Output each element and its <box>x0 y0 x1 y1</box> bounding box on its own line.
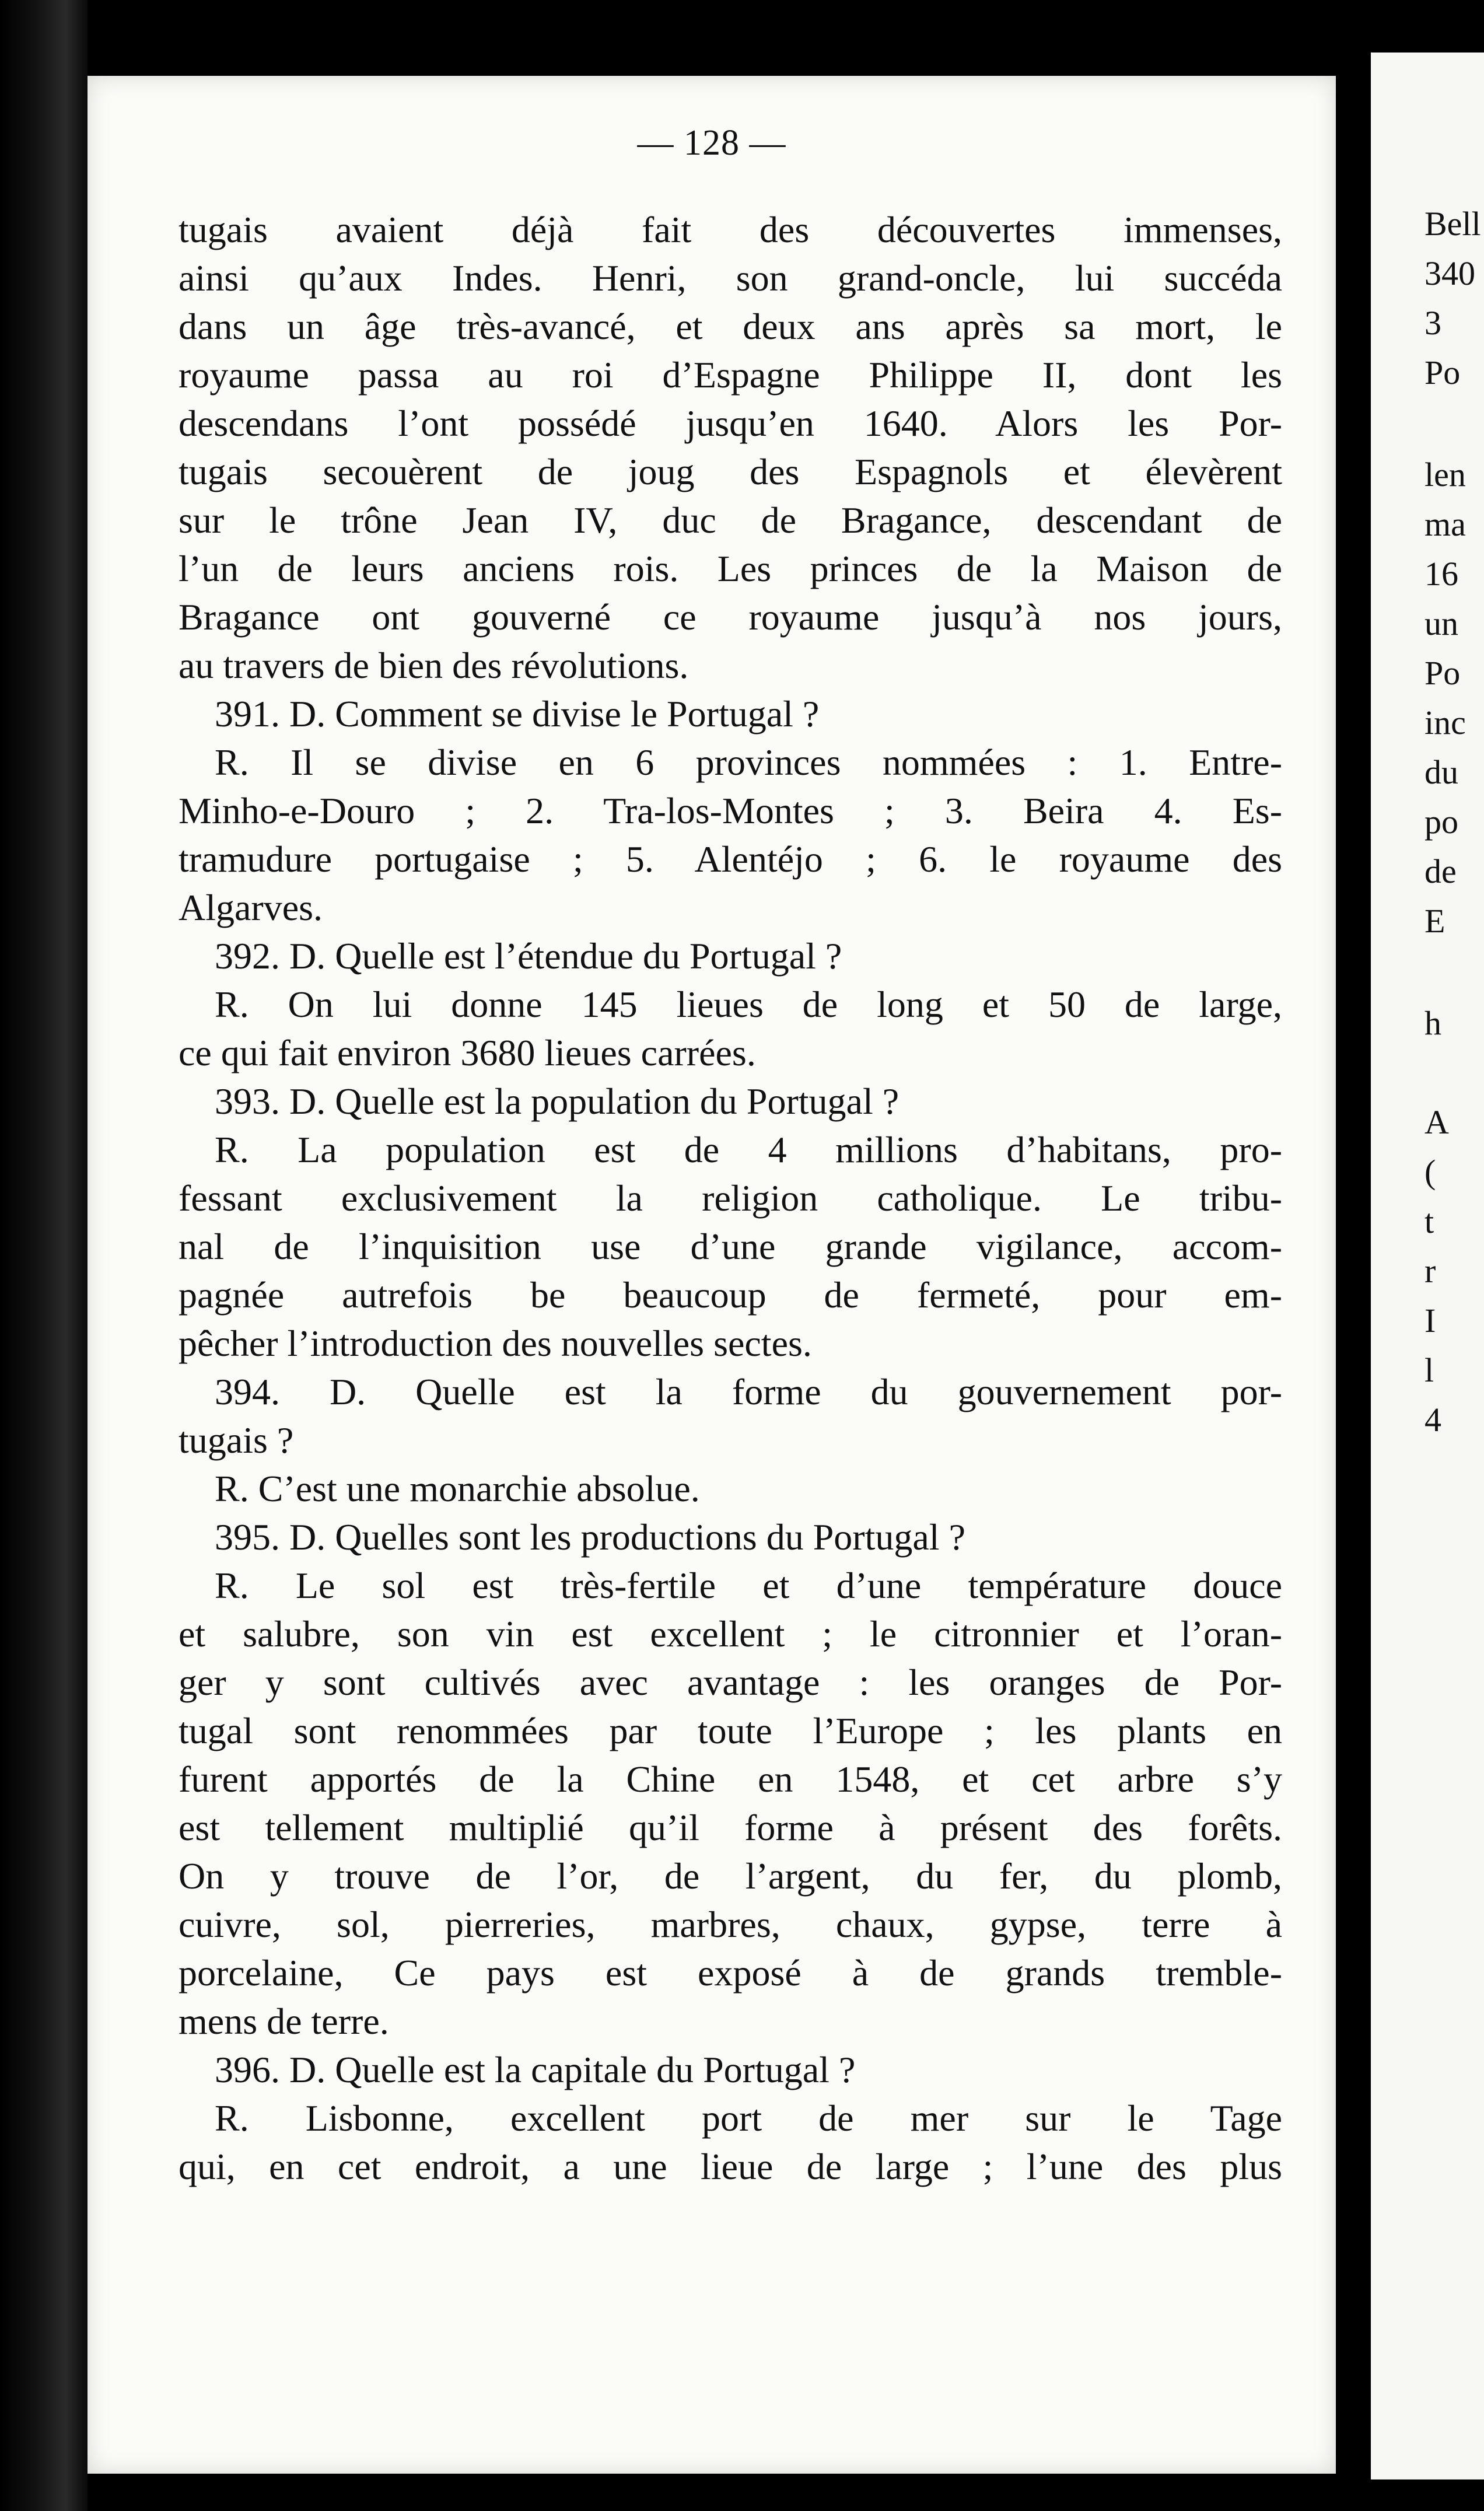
adjacent-page-fragment: t <box>1424 1202 1434 1240</box>
adjacent-page-fragment: 340 <box>1424 254 1475 292</box>
adjacent-page-fragment: E <box>1424 902 1446 940</box>
text-line: tugais avaient déjà fait des découvertes immenses, <box>178 209 1282 250</box>
page-body-text <box>178 205 1282 2191</box>
adjacent-page-fragment: ( <box>1424 1153 1436 1191</box>
text-line: qui, en cet endroit, a une lieue de large ; l’une des plus <box>178 2146 1282 2187</box>
text-line: descendans l’ont possédé jusqu’en 1640. Alors les Por- <box>178 403 1282 444</box>
answer-line: R. Le sol est très-fertile et d’une température douce <box>215 1565 1282 1606</box>
text-line: pagnée autrefois be beaucoup de fermeté, pour em- <box>178 1274 1282 1316</box>
text-line: pêcher l’introduction des nouvelles sectes. <box>178 1323 812 1364</box>
adjacent-page-fragment: ma <box>1424 505 1466 543</box>
text-line: Algarves. <box>178 887 323 928</box>
answer-line: R. Il se divise en 6 provinces nommées : 1. Entre- <box>215 742 1282 783</box>
page-number: — 128 — <box>637 123 786 163</box>
page-gutter <box>1336 0 1371 2511</box>
question-line: 393. D. Quelle est la population du Portugal ? <box>215 1080 900 1122</box>
answer-line: R. Lisbonne, excellent port de mer sur le Tage <box>215 2097 1282 2139</box>
adjacent-page-fragment: I <box>1424 1302 1436 1340</box>
adjacent-page-fragment: l <box>1424 1351 1434 1389</box>
text-line: Minho-e-Douro ; 2. Tra-los-Montes ; 3. Beira 4. Es- <box>178 790 1282 831</box>
adjacent-page-fragment: inc <box>1424 704 1466 742</box>
adjacent-page-fragment: A <box>1424 1103 1449 1141</box>
adjacent-page-fragment: 16 <box>1424 555 1458 593</box>
answer-line: R. C’est une monarchie absolue. <box>215 1468 700 1509</box>
text-line: On y trouve de l’or, de l’argent, du fer, du plomb, <box>178 1855 1282 1897</box>
text-line: tugais ? <box>178 1419 294 1461</box>
adjacent-page-fragment: Po <box>1424 654 1461 692</box>
text-line: tramudure portugaise ; 5. Alentéjo ; 6. le royaume des <box>178 838 1282 880</box>
adjacent-page-fragment: po <box>1424 803 1458 841</box>
text-line: furent apportés de la Chine en 1548, et cet arbre s’y <box>178 1758 1282 1800</box>
question-line: 391. D. Comment se divise le Portugal ? <box>215 693 820 735</box>
adjacent-page-fragment: Bell <box>1424 205 1481 243</box>
text-line: au travers de bien des révolutions. <box>178 645 689 686</box>
text-line: ce qui fait environ 3680 lieues carrées. <box>178 1032 756 1073</box>
text-line: est tellement multiplié qu’il forme à présent des forêts. <box>178 1807 1282 1848</box>
book-binding-edge <box>0 0 88 2511</box>
text-line: royaume passa au roi d’Espagne Philippe II, dont les <box>178 354 1282 396</box>
question-line: 396. D. Quelle est la capitale du Portugal ? <box>215 2049 856 2090</box>
adjacent-page-fragment: un <box>1424 604 1458 642</box>
text-line: cuivre, sol, pierreries, marbres, chaux, gypse, terre à <box>178 1904 1282 1945</box>
adjacent-page-fragment: de <box>1424 852 1457 890</box>
text-line: mens de terre. <box>178 2001 389 2042</box>
adjacent-page-fragment: 4 <box>1424 1401 1441 1439</box>
adjacent-page-fragment: du <box>1424 753 1458 791</box>
text-line: ger y sont cultivés avec avantage : les oranges de Por- <box>178 1662 1282 1703</box>
adjacent-page-fragment: r <box>1424 1252 1436 1290</box>
adjacent-page-edge <box>1371 53 1484 2479</box>
text-line: fessant exclusivement la religion catholique. Le tribu- <box>178 1177 1282 1219</box>
text-line: ainsi qu’aux Indes. Henri, son grand-oncle, lui succéda <box>178 257 1282 299</box>
text-line: porcelaine, Ce pays est exposé à de grands tremble- <box>178 1952 1282 1994</box>
answer-line: R. On lui donne 145 lieues de long et 50 de large, <box>215 984 1282 1025</box>
text-line: tugal sont renommées par toute l’Europe ; les plants en <box>178 1710 1282 1751</box>
answer-line: R. La population est de 4 millions d’habitans, pro- <box>215 1129 1282 1170</box>
text-line: tugais secouèrent de joug des Espagnols et élevèrent <box>178 451 1282 492</box>
adjacent-page-fragment: h <box>1424 1004 1441 1042</box>
text-line: l’un de leurs anciens rois. Les princes de la Maison de <box>178 548 1282 589</box>
text-line: nal de l’inquisition use d’une grande vigilance, accom- <box>178 1226 1282 1267</box>
question-line: 392. D. Quelle est l’étendue du Portugal ? <box>215 935 842 977</box>
text-line: Bragance ont gouverné ce royaume jusqu’à nos jours, <box>178 596 1282 638</box>
text-line: dans un âge très-avancé, et deux ans après sa mort, le <box>178 306 1282 347</box>
adjacent-page-fragment: Po <box>1424 354 1461 391</box>
adjacent-page-fragment: len <box>1424 456 1466 494</box>
text-line: et salubre, son vin est excellent ; le citronnier et l’oran- <box>178 1613 1282 1655</box>
text-line: sur le trône Jean IV, duc de Bragance, descendant de <box>178 499 1282 541</box>
adjacent-page-fragment: 3 <box>1424 304 1441 342</box>
question-line: 394. D. Quelle est la forme du gouvernement por- <box>215 1371 1282 1412</box>
question-line: 395. D. Quelles sont les productions du Portugal ? <box>215 1516 965 1558</box>
